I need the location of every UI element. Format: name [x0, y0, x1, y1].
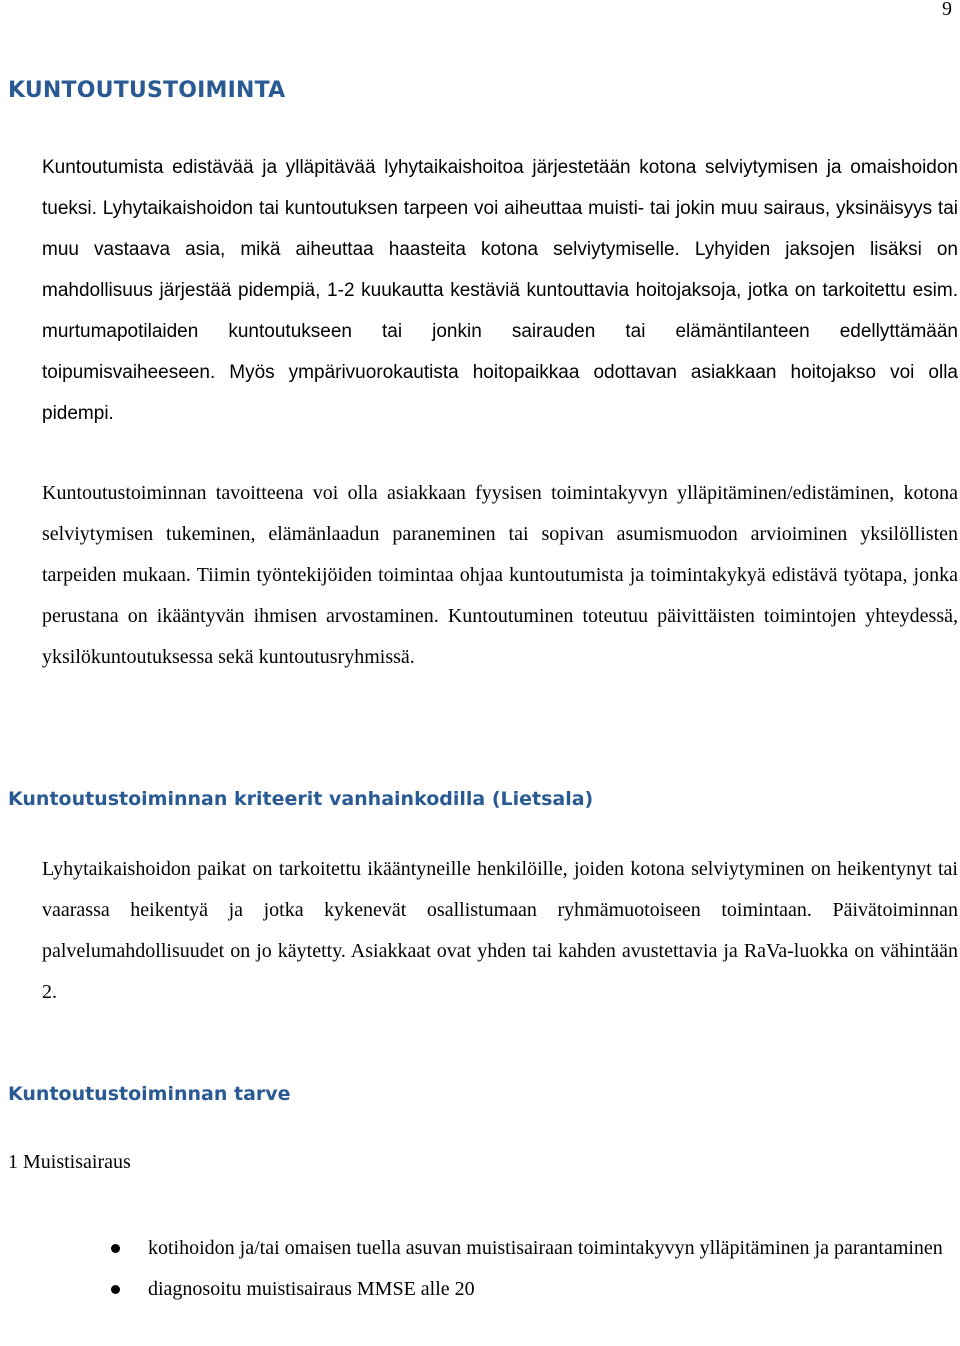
need-heading: Kuntoutustoiminnan tarve — [8, 1083, 291, 1105]
list-item-text: diagnosoitu muistisairaus MMSE alle 20 — [148, 1278, 475, 1300]
list-item — [0, 1228, 958, 1269]
criteria-paragraph: Lyhytaikaishoidon paikat on tarkoitettu ikääntyneille henkilöille, joiden kotona selviytyminen on heikentynyt tai vaarassa heikentyä ja jotka kykenevät osallistumaan ryhmämuotoiseen toimintaan. Päivätoiminnan palvelumahdollisuudet on jo käytetty. Asiakkaat ovat yhden tai kahden avustettavia ja RaVa-luokka on vähintään 2. — [42, 858, 958, 1003]
bullet-icon — [111, 1285, 120, 1294]
main-heading: KUNTOUTUSTOIMINTA — [8, 78, 286, 103]
page-number: 9 — [942, 0, 952, 20]
bullet-list — [0, 1228, 960, 1310]
goals-paragraph: Kuntoutustoiminnan tavoitteena voi olla asiakkaan fyysisen toimintakyvyn ylläpitäminen/edistäminen, kotona selviytymisen tukeminen, elämänlaadun paraneminen tai sopivan asumismuodon arvioiminen yksilöllisten tarpeiden mukaan. Tiimin työntekijöiden toimintaa ohjaa kuntoutumista ja toimintakykyä edistävä työtapa, jonka perustana on ikääntyvän ihmisen arvostaminen. Kuntoutuminen toteutuu päivittäisten toimintojen yhteydessä, yksilökuntoutuksessa sekä kuntoutusryhmissä. — [42, 482, 958, 668]
list-item — [0, 1269, 958, 1310]
criteria-heading: Kuntoutustoiminnan kriteerit vanhainkodilla (Lietsala) — [8, 788, 594, 810]
intro-paragraph: Kuntoutumista edistävää ja ylläpitävää lyhytaikaishoitoa järjestetään kotona selviytymisen ja omaishoidon tueksi. Lyhytaikaishoidon tai kuntoutuksen tarpeen voi aiheuttaa muisti- tai jokin muu sairaus, yksinäisyys tai muu vastaava asia, mikä aiheuttaa haasteita kotona selviytymiselle. Lyhyiden jaksojen lisäksi on mahdollisuus järjestää pidempiä, 1-2 kuukautta kestäviä kuntouttavia hoitojaksoja, jotka on tarkoitettu esim. murtumapotilaiden kuntoutukseen tai jonkin sairauden tai elämäntilanteen edellyttämään toipumisvaiheeseen. Myös ympärivuorokautista hoitopaikkaa odottavan asiakkaan hoitojakso voi olla pidempi. — [42, 157, 958, 424]
list-item-text: kotihoidon ja/tai omaisen tuella asuvan muistisairaan toimintakyvyn ylläpitäminen ja parantaminen — [148, 1237, 943, 1259]
list-title: 1 Muistisairaus — [8, 1151, 131, 1173]
bullet-icon — [111, 1244, 120, 1253]
